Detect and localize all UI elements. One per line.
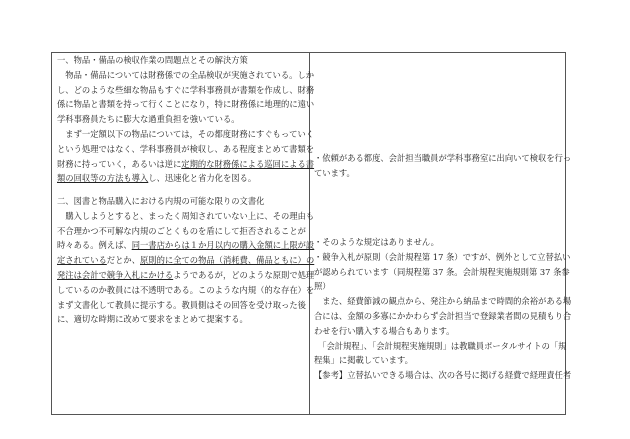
text-line (57, 238, 314, 253)
text-line (314, 339, 571, 354)
text-line (57, 53, 314, 68)
text-line (314, 368, 571, 383)
text-segment: また、経費節減の観点から、発注から納品まで時間的余裕がある場 (314, 296, 572, 307)
text-segment: し、迅速化と省力化を図る。 (148, 173, 257, 184)
right-section-1 (314, 151, 571, 181)
text-line (57, 268, 314, 283)
text-line (314, 279, 571, 294)
text-line (57, 127, 314, 142)
text-segment: ようであるが，どのような原則で処理 (173, 269, 315, 280)
text-line (314, 250, 571, 265)
underlined-text: 発注は会計で競争入札にかける (57, 269, 174, 280)
comparison-table (51, 52, 572, 415)
text-segment: まず一定額以下の物品については，その都度財務にすぐもっていく (57, 128, 315, 139)
text-segment: わせを行い購入する場合もあります。 (314, 325, 455, 336)
text-line (57, 283, 314, 298)
text-line (57, 142, 314, 157)
text-segment: しているのか教員には不透明である。このような内規（的な存在）を (57, 284, 315, 295)
text-segment: し、どのような些細な物品もすぐに学科事務員が書類を作成し、財務 (57, 84, 315, 95)
text-line (57, 312, 314, 327)
text-line (57, 253, 314, 268)
text-segment: 財務に持っていく，あるいは逆に (57, 158, 182, 169)
underlined-text: 定されている (57, 255, 107, 266)
underlined-text: 原則的に全ての物品（消耗費、備品ともに）の (140, 255, 315, 266)
text-segment: 学科事務員たちに膨大な過重負担を強いている。 (57, 114, 240, 125)
text-line (57, 194, 314, 209)
text-segment: ・そのような規定はありません。 (314, 237, 439, 247)
left-section-2 (57, 194, 314, 327)
text-segment: 程集」に掲載しています。 (314, 355, 413, 366)
text-segment: 不合理かつ不可解な内規のごとくものを盾にして拒否されることが (57, 225, 306, 236)
right-section-2 (314, 235, 571, 383)
text-line (314, 324, 571, 339)
text-segment: ・競争入札が原則（会計規程第 17 条）ですが、例外として立替払い (314, 251, 571, 262)
text-segment: ています。 (314, 167, 355, 178)
text-line (57, 157, 314, 172)
text-segment: という処理ではなく、学科事務員が検収し、ある程度まとめて書類を (57, 143, 315, 154)
text-line (314, 353, 571, 368)
text-line (314, 265, 571, 280)
underlined-text: 類の回収等の方法も導入 (57, 173, 149, 184)
text-line (57, 68, 314, 83)
text-segment: ・依頼がある都度、会計担当職員が学科事務室に出向いて検収を行っ (314, 153, 572, 163)
text-line (57, 224, 314, 239)
text-segment: 物品・備品については財務係での全品検収が実施されている。しか (57, 69, 315, 80)
text-line (314, 235, 571, 250)
text-segment: が認められています（同規程第 37 条。会計規程実施規則第 37 条参 (314, 266, 570, 277)
text-line (57, 298, 314, 313)
left-section-1 (57, 53, 314, 186)
text-line (314, 151, 571, 166)
text-segment: 購入しようとすると、まったく周知されていない上に、その理由も (57, 210, 315, 221)
underlined-text: 定期的な財務係による巡回による書 (181, 158, 315, 169)
text-segment: 一、物品・備品の検収作業の問題点とその解決方策 (57, 55, 248, 65)
text-segment: まず文書化して教員に提示する。教員側はその回答を受け取った後 (57, 299, 306, 310)
text-segment: 係に物品と書類を持って行くことになり，特に財務係に地理的に遠い (57, 99, 315, 110)
text-line (314, 294, 571, 309)
text-segment: 合には、金額の多寡にかかわらず会計担当で登録業者間の見積もり合 (314, 310, 572, 321)
text-line (57, 83, 314, 98)
text-segment: だとか、 (106, 255, 140, 266)
underlined-text: 同一書店からは１か月以内の購入金額に上限が設 (131, 240, 315, 251)
text-line (314, 309, 571, 324)
text-line (314, 166, 571, 181)
text-segment: 時々ある。例えば、 (57, 240, 132, 251)
text-line (57, 209, 314, 224)
text-segment: 「会計規程」、「会計規程実施規則」は教職員ポータルサイトの「規 (314, 340, 567, 351)
text-line (57, 171, 314, 186)
text-segment: 二、図書と物品購入における内規の可能な限りの文書化 (57, 196, 265, 206)
text-segment: 照） (314, 281, 331, 292)
text-segment: 【参考】立替払いできる場合は、次の各号に掲げる経費で経理責任者 (314, 370, 572, 381)
text-line (57, 97, 314, 112)
text-line (57, 112, 314, 127)
text-segment: に、適切な時期に改めて要求をまとめて提案する。 (57, 314, 248, 325)
